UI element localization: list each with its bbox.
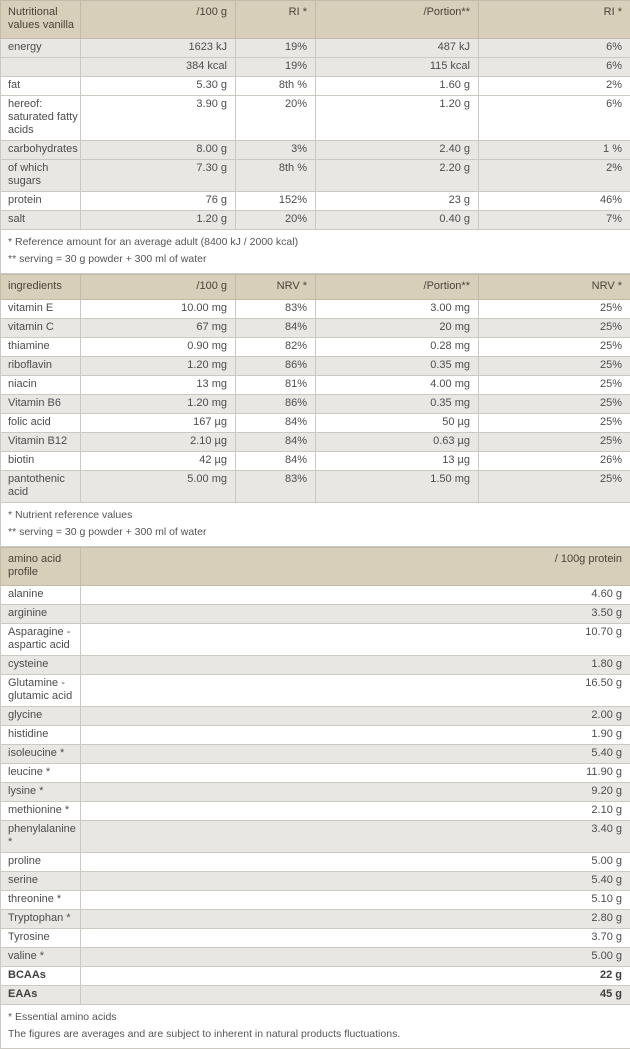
footnote-serving-size: ** serving = 30 g powder + 300 ml of water — [8, 251, 622, 268]
row-label: folic acid — [1, 414, 81, 433]
value-per-100g-protein: 5.40 g — [81, 872, 630, 891]
nutrition-values-table — [0, 0, 630, 274]
value-per-100g: 1.20 mg — [81, 357, 236, 376]
value-ri-portion: 1 % — [479, 141, 630, 160]
row-label: Glutamine - glutamic acid — [1, 675, 81, 707]
table-row — [1, 452, 630, 471]
value-per-portion: 0.35 mg — [316, 357, 479, 376]
value-per-100g: 8.00 g — [81, 141, 236, 160]
value-per-100g-protein: 45 g — [81, 986, 630, 1005]
table-row — [1, 726, 630, 745]
column-header-per-100g: /100 g — [81, 275, 236, 300]
nutrition-table-title: Nutritional values vanilla — [1, 1, 81, 39]
value-ri-portion: 46% — [479, 192, 630, 211]
table-row — [1, 433, 630, 452]
table-row — [1, 300, 630, 319]
value-ri-portion: 25% — [479, 376, 630, 395]
amino-header-row — [1, 548, 630, 586]
table-row — [1, 160, 630, 192]
value-ri-portion: 25% — [479, 471, 630, 503]
table-row — [1, 948, 630, 967]
footnote-serving-size: ** serving = 30 g powder + 300 ml of water — [8, 524, 622, 541]
value-ri-100g: 84% — [236, 433, 316, 452]
table-row — [1, 910, 630, 929]
value-per-100g-protein: 2.00 g — [81, 707, 630, 726]
value-ri-100g: 20% — [236, 211, 316, 230]
value-per-100g: 0.90 mg — [81, 338, 236, 357]
value-per-100g-protein: 3.40 g — [81, 821, 630, 853]
value-per-100g: 2.10 µg — [81, 433, 236, 452]
table-row — [1, 192, 630, 211]
value-per-100g-protein: 16.50 g — [81, 675, 630, 707]
row-label: salt — [1, 211, 81, 230]
value-ri-portion: 25% — [479, 357, 630, 376]
value-ri-portion: 25% — [479, 395, 630, 414]
table-row — [1, 802, 630, 821]
row-label: carbohydrates — [1, 141, 81, 160]
table-row — [1, 821, 630, 853]
row-label: arginine — [1, 605, 81, 624]
value-per-portion: 3.00 mg — [316, 300, 479, 319]
ingredients-footnote-row — [1, 503, 630, 547]
table-row — [1, 376, 630, 395]
row-label: riboflavin — [1, 357, 81, 376]
table-row — [1, 986, 630, 1005]
table-row — [1, 967, 630, 986]
value-per-100g-protein: 2.10 g — [81, 802, 630, 821]
footnote-reference-amount: * Reference amount for an average adult (8400 kJ / 2000 kcal) — [8, 234, 622, 251]
row-label: vitamin E — [1, 300, 81, 319]
column-header-ri: RI * — [236, 1, 316, 39]
value-ri-100g: 3% — [236, 141, 316, 160]
value-ri-100g: 86% — [236, 395, 316, 414]
value-per-100g: 1.20 mg — [81, 395, 236, 414]
value-ri-100g: 152% — [236, 192, 316, 211]
column-header-per-portion: /Portion** — [316, 275, 479, 300]
value-ri-portion: 25% — [479, 338, 630, 357]
row-label: valine * — [1, 948, 81, 967]
value-per-100g-protein: 1.80 g — [81, 656, 630, 675]
value-per-portion: 487 kJ — [316, 39, 479, 58]
row-label: threonine * — [1, 891, 81, 910]
value-per-100g-protein: 1.90 g — [81, 726, 630, 745]
value-per-portion: 4.00 mg — [316, 376, 479, 395]
value-per-portion: 2.20 g — [316, 160, 479, 192]
row-label: leucine * — [1, 764, 81, 783]
table-row — [1, 141, 630, 160]
row-label: Vitamin B12 — [1, 433, 81, 452]
row-label: hereof: saturated fatty acids — [1, 96, 81, 141]
amino-footnotes — [1, 1005, 630, 1049]
value-per-portion: 13 µg — [316, 452, 479, 471]
value-per-100g: 3.90 g — [81, 96, 236, 141]
value-per-portion: 115 kcal — [316, 58, 479, 77]
value-ri-100g: 83% — [236, 471, 316, 503]
footnote-averages-disclaimer: The figures are averages and are subject to inherent in natural products fluctuations. — [8, 1026, 622, 1043]
table-row — [1, 96, 630, 141]
row-label: thiamine — [1, 338, 81, 357]
value-per-portion: 1.60 g — [316, 77, 479, 96]
nutrition-header-row — [1, 1, 630, 39]
row-label: proline — [1, 853, 81, 872]
table-row — [1, 624, 630, 656]
row-label: alanine — [1, 586, 81, 605]
row-label: Tyrosine — [1, 929, 81, 948]
row-label: protein — [1, 192, 81, 211]
value-per-100g: 76 g — [81, 192, 236, 211]
nutrition-footnote-row — [1, 230, 630, 274]
value-ri-100g: 84% — [236, 414, 316, 433]
value-per-portion: 0.63 µg — [316, 433, 479, 452]
table-row — [1, 605, 630, 624]
table-row — [1, 656, 630, 675]
value-ri-portion: 25% — [479, 433, 630, 452]
value-per-100g: 1.20 g — [81, 211, 236, 230]
value-per-100g-protein: 5.10 g — [81, 891, 630, 910]
footnote-nrv: * Nutrient reference values — [8, 507, 622, 524]
value-per-portion: 1.50 mg — [316, 471, 479, 503]
value-per-100g: 42 µg — [81, 452, 236, 471]
row-label: histidine — [1, 726, 81, 745]
table-row — [1, 783, 630, 802]
amino-acid-table — [0, 547, 630, 1049]
row-label: phenylalanine * — [1, 821, 81, 853]
value-per-100g-protein: 3.50 g — [81, 605, 630, 624]
value-per-100g: 67 mg — [81, 319, 236, 338]
table-row — [1, 891, 630, 910]
ingredients-table — [0, 274, 630, 547]
column-header-per-portion: /Portion** — [316, 1, 479, 39]
footnote-essential-amino-acids: * Essential amino acids — [8, 1009, 622, 1026]
table-row — [1, 745, 630, 764]
table-row — [1, 39, 630, 58]
column-header-nrv: NRV * — [236, 275, 316, 300]
table-row — [1, 586, 630, 605]
value-ri-portion: 25% — [479, 319, 630, 338]
row-label: vitamin C — [1, 319, 81, 338]
value-per-portion: 2.40 g — [316, 141, 479, 160]
value-ri-100g: 8th % — [236, 77, 316, 96]
value-per-100g-protein: 22 g — [81, 967, 630, 986]
column-header-ri-portion: RI * — [479, 1, 630, 39]
table-row — [1, 77, 630, 96]
value-ri-portion: 6% — [479, 58, 630, 77]
table-row — [1, 853, 630, 872]
row-label: BCAAs — [1, 967, 81, 986]
value-per-portion: 0.40 g — [316, 211, 479, 230]
row-label: fat — [1, 77, 81, 96]
ingredients-table-title: ingredients — [1, 275, 81, 300]
row-label: serine — [1, 872, 81, 891]
value-ri-portion: 2% — [479, 160, 630, 192]
table-row — [1, 675, 630, 707]
value-per-portion: 50 µg — [316, 414, 479, 433]
table-row — [1, 707, 630, 726]
table-row — [1, 319, 630, 338]
value-ri-portion: 25% — [479, 300, 630, 319]
value-per-100g-protein: 9.20 g — [81, 783, 630, 802]
value-per-portion: 23 g — [316, 192, 479, 211]
nutrition-footnotes — [1, 230, 630, 274]
row-label: cysteine — [1, 656, 81, 675]
value-ri-portion: 6% — [479, 39, 630, 58]
value-per-100g: 384 kcal — [81, 58, 236, 77]
row-label: pantothenic acid — [1, 471, 81, 503]
row-label: lysine * — [1, 783, 81, 802]
value-per-100g-protein: 5.40 g — [81, 745, 630, 764]
row-label: energy — [1, 39, 81, 58]
value-ri-100g: 83% — [236, 300, 316, 319]
table-row — [1, 58, 630, 77]
row-label: biotin — [1, 452, 81, 471]
row-label: isoleucine * — [1, 745, 81, 764]
value-per-100g-protein: 5.00 g — [81, 948, 630, 967]
value-per-100g-protein: 4.60 g — [81, 586, 630, 605]
value-per-100g: 1623 kJ — [81, 39, 236, 58]
value-per-100g-protein: 2.80 g — [81, 910, 630, 929]
table-row — [1, 357, 630, 376]
value-per-portion: 0.35 mg — [316, 395, 479, 414]
value-per-100g-protein: 5.00 g — [81, 853, 630, 872]
row-label: glycine — [1, 707, 81, 726]
column-header-nrv-portion: NRV * — [479, 275, 630, 300]
value-ri-portion: 7% — [479, 211, 630, 230]
row-label: Asparagine - aspartic acid — [1, 624, 81, 656]
value-ri-100g: 81% — [236, 376, 316, 395]
value-per-100g: 5.30 g — [81, 77, 236, 96]
value-ri-100g: 19% — [236, 39, 316, 58]
value-ri-100g: 19% — [236, 58, 316, 77]
column-header-per-100g: /100 g — [81, 1, 236, 39]
value-ri-portion: 6% — [479, 96, 630, 141]
row-label — [1, 58, 81, 77]
value-per-100g: 7.30 g — [81, 160, 236, 192]
value-per-100g-protein: 11.90 g — [81, 764, 630, 783]
value-ri-100g: 86% — [236, 357, 316, 376]
ingredients-header-row — [1, 275, 630, 300]
value-per-portion: 20 mg — [316, 319, 479, 338]
ingredients-footnotes — [1, 503, 630, 547]
value-per-100g-protein: 3.70 g — [81, 929, 630, 948]
row-label: EAAs — [1, 986, 81, 1005]
row-label: Vitamin B6 — [1, 395, 81, 414]
value-per-portion: 0.28 mg — [316, 338, 479, 357]
value-per-100g: 167 µg — [81, 414, 236, 433]
table-row — [1, 338, 630, 357]
value-ri-100g: 8th % — [236, 160, 316, 192]
value-ri-100g: 84% — [236, 319, 316, 338]
value-ri-portion: 25% — [479, 414, 630, 433]
table-row — [1, 471, 630, 503]
amino-footnote-row — [1, 1005, 630, 1049]
row-label: of which sugars — [1, 160, 81, 192]
amino-table-title: amino acid profile — [1, 548, 81, 586]
table-row — [1, 211, 630, 230]
value-ri-100g: 84% — [236, 452, 316, 471]
table-row — [1, 764, 630, 783]
table-row — [1, 872, 630, 891]
row-label: Tryptophan * — [1, 910, 81, 929]
value-per-100g: 13 mg — [81, 376, 236, 395]
value-per-100g-protein: 10.70 g — [81, 624, 630, 656]
value-ri-portion: 2% — [479, 77, 630, 96]
value-per-100g: 10.00 mg — [81, 300, 236, 319]
value-per-100g: 5.00 mg — [81, 471, 236, 503]
table-row — [1, 414, 630, 433]
value-ri-100g: 82% — [236, 338, 316, 357]
row-label: methionine * — [1, 802, 81, 821]
value-ri-100g: 20% — [236, 96, 316, 141]
row-label: niacin — [1, 376, 81, 395]
table-row — [1, 929, 630, 948]
column-header-per-100g-protein: / 100g protein — [81, 548, 630, 586]
table-row — [1, 395, 630, 414]
value-ri-portion: 26% — [479, 452, 630, 471]
value-per-portion: 1.20 g — [316, 96, 479, 141]
